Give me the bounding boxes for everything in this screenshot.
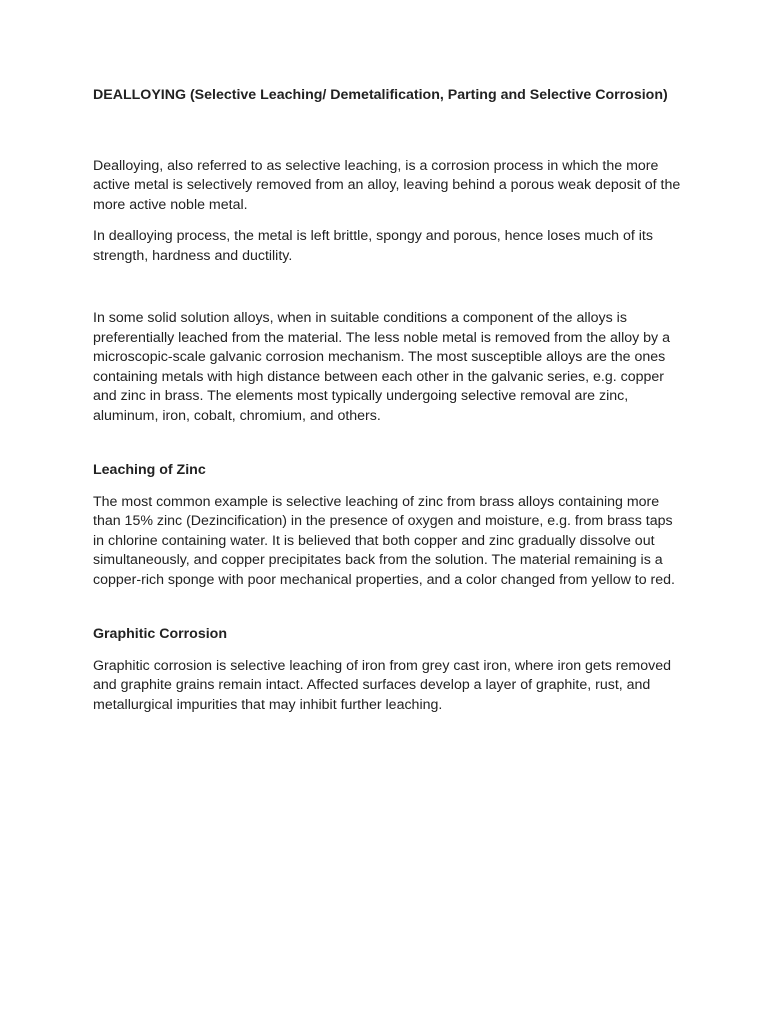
paragraph-dealloying-definition: Dealloying, also referred to as selective leaching, is a corrosion process in which the more active metal is selectively removed from an alloy, leaving behind a porous weak deposit of the more active noble metal.	[93, 157, 681, 213]
section-heading-leaching-of-zinc: Leaching of Zinc	[93, 462, 206, 478]
paragraph-dealloying-effects: In dealloying process, the metal is left brittle, spongy and porous, hence loses much of its strength, hardness and ductility.	[93, 228, 653, 264]
document-title: DEALLOYING (Selective Leaching/ Demetalification, Parting and Selective Corrosion)	[93, 87, 668, 103]
document-page	[93, 86, 683, 715]
paragraph-graphitic-corrosion: Graphitic corrosion is selective leaching of iron from grey cast iron, where iron gets removed and graphite grains remain intact. Affected surfaces develop a layer of graphite, rust, and metallurgical impurities that may inhibit further leaching.	[93, 657, 671, 713]
section-heading-graphitic-corrosion: Graphitic Corrosion	[93, 626, 228, 642]
paragraph-leaching-of-zinc: The most common example is selective leaching of zinc from brass alloys containing more than 15% zinc (Dezincification) in the presence of oxygen and moisture, e.g. from brass taps in chlorine containing water. It is believed that both copper and zinc gradually dissolve out simultaneously, and copper precipitates back from the solution. The material remaining is a copper-rich sponge with poor mechanical properties, and a color changed from yellow to red.	[93, 493, 675, 588]
paragraph-solid-solution-alloys: In some solid solution alloys, when in suitable conditions a component of the alloys is preferentially leached from the material. The less noble metal is removed from the alloy by a microscopic-scale galvanic corrosion mechanism. The most susceptible alloys are the ones containing metals with high distance between each other in the galvanic series, e.g. copper and zinc in brass. The elements most typically undergoing selective removal are zinc, aluminum, iron, cobalt, chromium, and others.	[93, 310, 670, 424]
